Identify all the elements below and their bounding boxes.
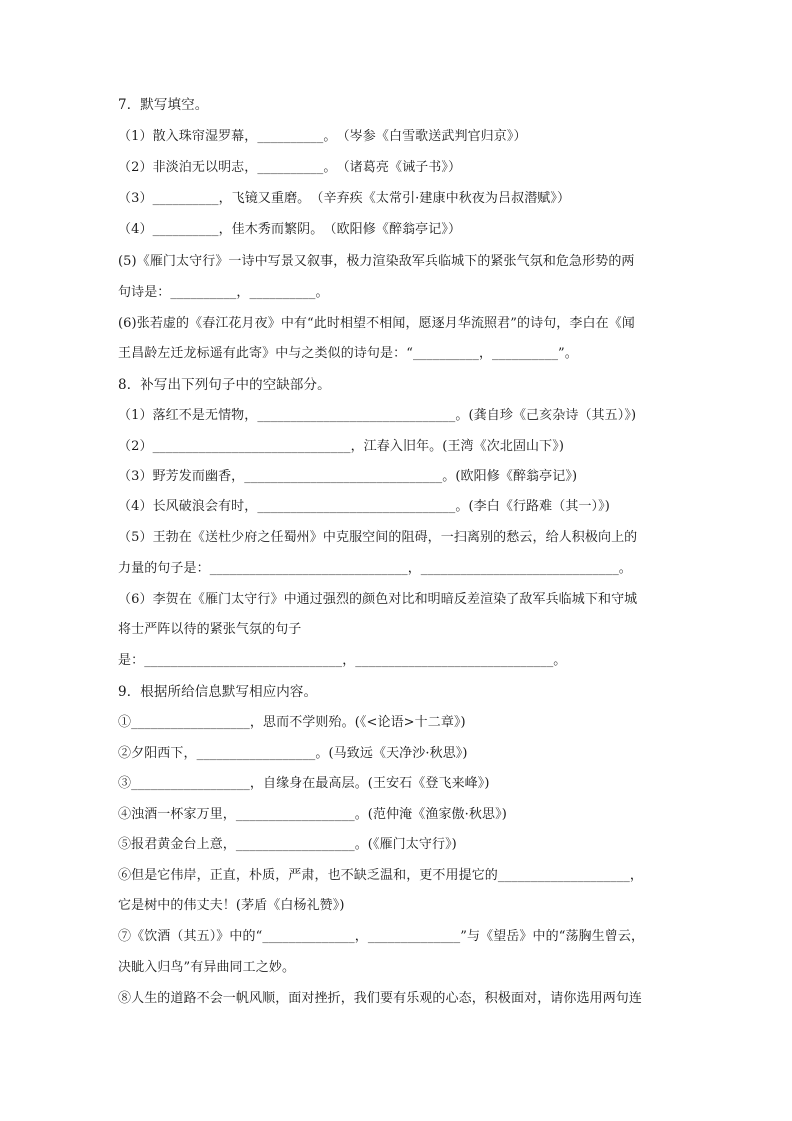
q9-item-5: ⑤报君黄金台上意，__________________。(《雁门太守行》) xyxy=(118,837,457,852)
q8-item-6-line-2: 将士严阵以待的紧张气氛的句子 xyxy=(118,622,302,637)
q7-item-5-line-1: (5)《雁门太守行》一诗中写景又叙事，极力渲染敌军兵临城下的紧张气氛和危急形势的两 xyxy=(118,254,635,269)
q7-item-3: （3）__________，飞镜又重磨。 （辛弃疾《太常引·建康中秋夜为吕叔潜赋》） xyxy=(118,191,571,206)
q9-item-7-line-1: ⑦《饮酒（其五）》中的“______________，______________”与《望岳》中的“荡胸生曾云， xyxy=(118,929,645,944)
question-9-heading: 9．根据所给信息默写相应内容。 xyxy=(118,684,318,700)
q8-item-5-line-2: 力量的句子是：______________________________，______________________________。 xyxy=(118,561,632,576)
q9-item-7-line-2: 决眦入归鸟”有异曲同工之妙。 xyxy=(118,960,296,975)
q8-item-3: （3）野芳发而幽香，______________________________。(欧阳修《醉翁亭记》) xyxy=(118,469,578,484)
q9-item-8-line-1: ⑧人生的道路不会一帆风顺，面对挫折，我们要有乐观的心态，积极面对，请你选用两句连 xyxy=(118,991,643,1006)
q9-item-4: ④浊酒一杯家万里，__________________。(范仲淹《渔家傲·秋思》) xyxy=(118,807,507,822)
q7-item-2: （2）非淡泊无以明志，__________。 （诸葛亮《诫子书》） xyxy=(118,160,462,175)
q9-item-6-line-2: 它是树中的伟丈夫！(茅盾《白杨礼赞》) xyxy=(118,898,345,913)
q8-item-6-line-1: （6）李贺在《雁门太守行》中通过强烈的颜色对比和明暗反差渲染了敌军兵临城下和守城 xyxy=(118,592,638,607)
q7-item-1: （1）散入珠帘湿罗幕，__________。 （岑参《白雪歌送武判官归京》） xyxy=(118,129,527,144)
q9-item-3: ③__________________，自缘身在最高层。(王安石《登飞来峰》) xyxy=(118,776,490,791)
q8-item-1: （1）落红不是无情物，______________________________。(龚自珍《己亥杂诗（其五）》) xyxy=(118,408,637,423)
question-8-heading: 8．补写出下列句子中的空缺部分。 xyxy=(118,377,331,393)
q7-item-6-line-2: 王昌龄左迁龙标遥有此寄》中与之类似的诗句是：“__________，__________”。 xyxy=(118,346,578,361)
q7-item-4: （4）__________，佳木秀而繁阴。 （欧阳修《醉翁亭记》） xyxy=(118,222,462,237)
q9-item-1: ①__________________，思而不学则殆。(《<论语>十二章》) xyxy=(118,715,466,730)
q9-item-6-line-1: ⑥但是它伟岸，正直，朴质，严肃，也不缺乏温和，更不用提它的____________________， xyxy=(118,868,643,883)
q8-item-2: （2）______________________________，江春入旧年。(王湾《次北固山下》) xyxy=(118,439,565,454)
q8-item-4: （4）长风破浪会有时，______________________________。(李白《行路难（其一）》) xyxy=(118,499,610,514)
q7-item-6-line-1: (6)张若虚的《春江花月夜》中有“此时相望不相闻，愿逐月华流照君”的诗句，李白在《闻 xyxy=(118,316,635,331)
q8-item-6-line-3: 是：______________________________，______________________________。 xyxy=(118,653,567,668)
q9-item-2: ②夕阳西下，__________________。(马致远《天净沙·秋思》) xyxy=(118,746,468,761)
q7-item-5-line-2: 句诗是：__________，__________。 xyxy=(118,285,329,300)
q8-item-5-line-1: （5）王勃在《送杜少府之任蜀州》中克服空间的阻碍，一扫离别的愁云，给人积极向上的 xyxy=(118,530,638,545)
question-7-heading: 7．默写填空。 xyxy=(118,97,209,113)
